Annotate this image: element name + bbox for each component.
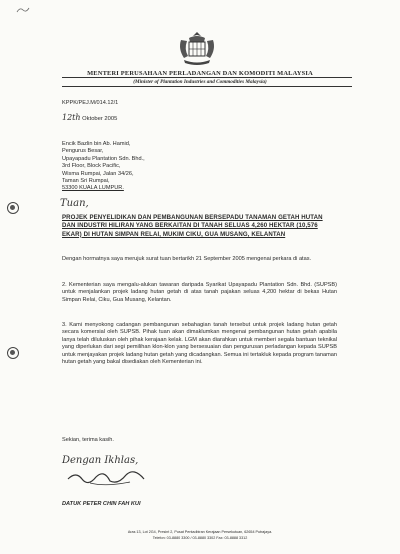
binder-punch-hole-top [7,202,19,214]
subject-heading: PROJEK PENYELIDIKAN DAN PEMBANGUNAN BERSEPADU TANAMAN GETAH HUTAN DAN INDUSTRI HILIRAN YANG BERKAITAN DI TANAH SELUAS 4,260 HEKTAR (10,576 EKAR) DI HUTAN SIMPAN RELAI, MUKIM CIKU, GUA MUSANG, KELANTAN [62,214,323,238]
binder-punch-hole-bottom [7,347,19,359]
date-month-year: Oktober 2005 [82,116,118,122]
body-paragraph-2: 2. Kementerian saya mengalu-alukan tawaran daripada Syarikat Upayapadu Plantation Sdn. Bhd. (SUPSB) untuk menjalankan projek ladang hutan getah di atas tanah pajakan seluas 4,200 hektar di bekas Hutan Simpan Relai, Ciku, Gua Musang, Kelantan. [62,282,337,303]
footer-contact: Telefon: 03-8880 3300 / 03-8880 3302 Fax: 03-8888 3312 [152,536,248,540]
footer-address: Aras 13, Lot 2G4, Presint 2, Pusat Pentadbiran Kerajaan Persekutuan, 62654 Putrajaya. [127,530,273,534]
letterhead-rule-top [62,77,352,78]
date-day-handwritten: 12th [62,113,81,122]
handwritten-signature [60,449,160,489]
closing-line: Sekian, terima kasih. [62,437,114,443]
body-paragraph-3: 3. Kami menyokong cadangan pembangunan sebahagian tanah tersebut untuk projek ladang hutan getah secara komersial oleh SUPSB. Pihak tuan akan dimaklumkan mengenai pembangunan hutan getah apabila lanya telah diluluskan oleh pihak kerajaan kelak. LGM akan diarahkan untuk memberi segala bantuan teknikal yang diperlukan dari segi pemilihan klon-klon yang bersesuaian dan pengurusan perladangan kepada SUPSB untuk menjayakan projek ladang hutan getah yang dicadangkan. Semua ini tertakluk kepada program tanaman hutan getah yang bakal disediakan oleh Kementerian ini. [62,322,337,366]
body-paragraph-1: Dengan hormatnya saya merujuk surat tuan bertarikh 21 September 2005 mengenai perkara di atas. [62,256,312,262]
letter-date [62,113,117,122]
salutation-handwritten: Tuan, [60,198,89,209]
recipient-line: Encik Bazlin bin Ab. Hamid, [62,141,131,147]
ministry-name-english: (Minister of Plantation Industries and Commodities Malaysia) [133,79,267,85]
letterhead-rule-bottom [62,86,352,87]
reference-number: KPPK/PEJ.M/014.12/1 [62,100,119,106]
malaysia-coat-of-arms-logo [176,31,218,67]
recipient-line: Pengurus Besar, [62,148,104,155]
recipient-line: Taman Sri Rumpai, [62,178,110,185]
recipient-city-line: 53300 KUALA LUMPUR. [62,185,124,192]
recipient-line: Upayapadu Plantation Sdn. Bhd., [62,155,145,162]
recipient-address [62,141,145,193]
recipient-line: 3rd Floor, Block Pacific, [62,163,121,170]
recipient-line: Wisma Rumpai, Jalan 34/26, [62,170,134,177]
signer-name: DATUK PETER CHIN FAH KUI [62,501,141,507]
corner-scribble-mark [16,6,30,14]
signature-greeting: Dengan Ikhlas, [62,455,139,466]
ministry-name: MENTERI PERUSAHAAN PERLADANGAN DAN KOMODITI MALAYSIA [87,70,313,77]
